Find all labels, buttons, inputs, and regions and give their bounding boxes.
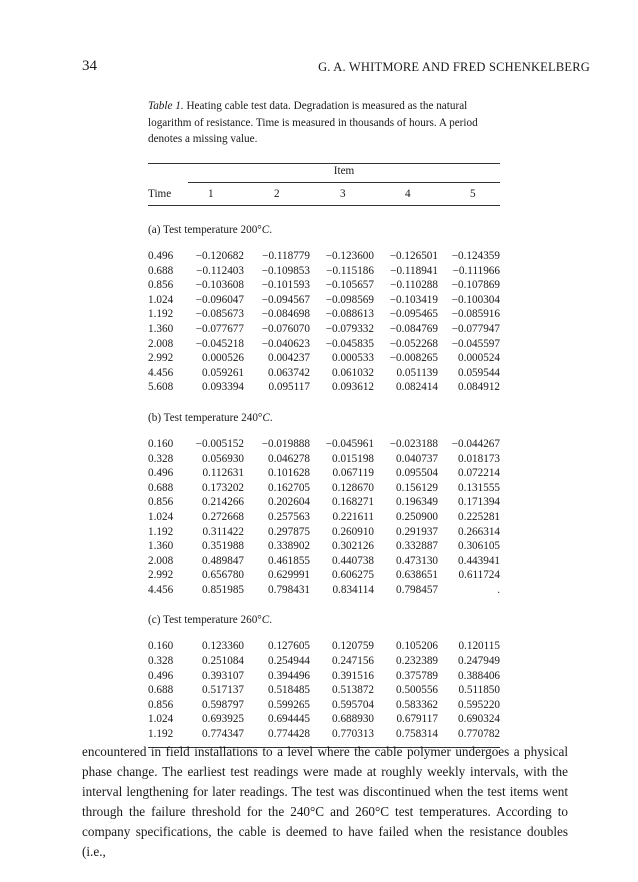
item-2-cell: 0.518485 xyxy=(268,684,310,697)
item-1-cell: 0.251084 xyxy=(202,655,244,668)
table-row xyxy=(148,338,500,353)
item-2-cell: 0.394496 xyxy=(268,669,310,682)
time-cell: 2.008 xyxy=(148,337,174,350)
item-5-cell: −0.045597 xyxy=(451,337,500,350)
item-spanner: Item xyxy=(333,165,355,177)
item-1-cell: 0.489847 xyxy=(202,554,244,567)
item-5-cell: 0.306105 xyxy=(458,540,500,553)
section-title-unit: C xyxy=(262,411,270,424)
item-4-cell: 0.500556 xyxy=(396,684,438,697)
item-4-cell: 0.095504 xyxy=(396,467,438,480)
item-2-cell: −0.094567 xyxy=(261,293,310,306)
item-3-cell: 0.067119 xyxy=(332,467,374,480)
table-row xyxy=(148,453,500,468)
item-5-cell: 0.000524 xyxy=(458,352,500,365)
item-3-cell: 0.128670 xyxy=(332,481,374,494)
table-row xyxy=(148,323,500,338)
section-title xyxy=(148,404,500,432)
time-cell: 0.688 xyxy=(148,684,174,697)
item-2-cell: 0.046278 xyxy=(268,452,310,465)
item-1-cell: −0.096047 xyxy=(195,293,244,306)
item-4-cell: 0.232389 xyxy=(396,655,438,668)
item-3-cell: 0.260910 xyxy=(332,525,374,538)
item-2-cell: 0.162705 xyxy=(268,481,310,494)
item-5-cell: 0.247949 xyxy=(458,655,500,668)
table-row xyxy=(148,265,500,280)
item-2-cell: 0.338902 xyxy=(268,540,310,553)
item-3-cell: 0.120759 xyxy=(332,640,374,653)
item-4-cell: 0.638651 xyxy=(396,569,438,582)
table-row xyxy=(148,381,500,396)
table-row xyxy=(148,250,500,265)
caption-label: Table 1. xyxy=(148,100,184,112)
item-1-cell: −0.005152 xyxy=(195,437,244,450)
item-3-cell: 0.015198 xyxy=(332,452,374,465)
table-caption xyxy=(148,98,504,148)
time-cell: 1.192 xyxy=(148,728,174,741)
item-3-cell: −0.045961 xyxy=(325,437,374,450)
running-head: G. A. WHITMORE AND FRED SCHENKELBERG xyxy=(318,60,590,74)
table-row xyxy=(148,438,500,453)
item-1-cell: 0.598797 xyxy=(202,698,244,711)
item-5-cell: 0.511850 xyxy=(458,684,500,697)
item-1-cell: 0.774347 xyxy=(202,728,244,741)
time-cell: 0.160 xyxy=(148,437,174,450)
item-5-cell: −0.124359 xyxy=(451,250,500,262)
item-5-cell: 0.266314 xyxy=(458,525,500,538)
time-cell: 0.328 xyxy=(148,452,174,465)
item-1-cell: 0.123360 xyxy=(202,640,244,653)
item-2-cell: 0.297875 xyxy=(268,525,310,538)
item-4-cell: −0.095465 xyxy=(389,308,438,321)
table-body xyxy=(148,216,500,743)
item-4-cell: 0.051139 xyxy=(396,366,438,379)
time-cell: 0.160 xyxy=(148,640,174,653)
item-5-cell: 0.388406 xyxy=(458,669,500,682)
table-row xyxy=(148,569,500,584)
column-header-time: Time xyxy=(148,188,172,200)
item-4-cell: 0.798457 xyxy=(396,583,438,596)
item-4-cell: −0.110288 xyxy=(390,279,438,292)
item-3-cell: 0.834114 xyxy=(332,583,374,596)
item-2-cell: −0.040623 xyxy=(261,337,310,350)
item-3-cell: 0.000533 xyxy=(332,352,374,365)
time-cell: 1.024 xyxy=(148,293,174,306)
item-1-cell: 0.272668 xyxy=(202,510,244,523)
item-5-cell: 0.120115 xyxy=(458,640,500,653)
table-row xyxy=(148,555,500,570)
item-2-cell: 0.202604 xyxy=(268,496,310,509)
item-3-cell: 0.302126 xyxy=(332,540,374,553)
item-2-cell: 0.694445 xyxy=(268,713,310,726)
item-2-cell: −0.109853 xyxy=(261,264,310,277)
section-title xyxy=(148,606,500,634)
item-5-cell: 0.018173 xyxy=(458,452,500,465)
item-3-cell: 0.221611 xyxy=(332,510,374,523)
time-cell: 1.024 xyxy=(148,713,174,726)
item-4-cell: −0.118941 xyxy=(390,264,438,277)
item-4-cell: −0.023188 xyxy=(389,437,438,450)
item-5-cell: −0.085916 xyxy=(451,308,500,321)
item-1-cell: −0.045218 xyxy=(195,337,244,350)
section-title-unit: C xyxy=(261,614,270,627)
table-row xyxy=(148,540,500,555)
item-2-cell: 0.127605 xyxy=(268,640,310,653)
item-4-cell: 0.758314 xyxy=(396,728,438,741)
section-title xyxy=(148,216,500,244)
item-4-cell: 0.679117 xyxy=(396,713,438,726)
time-cell: 2.992 xyxy=(148,569,174,582)
item-5-cell: 0.072214 xyxy=(458,467,500,480)
item-5-cell: 0.595220 xyxy=(458,698,500,711)
item-4-cell: −0.084769 xyxy=(389,322,438,335)
item-4-cell: 0.105206 xyxy=(396,640,438,653)
item-3-cell: 0.061032 xyxy=(332,366,374,379)
time-cell: 5.608 xyxy=(148,381,174,394)
table-row xyxy=(148,467,500,482)
item-1-cell: 0.656780 xyxy=(202,569,244,582)
time-cell: 1.024 xyxy=(148,510,174,523)
time-cell: 0.328 xyxy=(148,655,174,668)
time-cell: 1.192 xyxy=(148,308,174,321)
item-1-cell: 0.112631 xyxy=(202,467,244,480)
table-row xyxy=(148,308,500,323)
item-3-cell: 0.595704 xyxy=(332,698,374,711)
item-2-cell: −0.084698 xyxy=(261,308,310,321)
time-cell: 2.008 xyxy=(148,554,174,567)
time-cell: 4.456 xyxy=(148,583,174,596)
time-cell: 0.856 xyxy=(148,496,174,509)
item-4-cell: 0.583362 xyxy=(396,698,438,711)
item-4-cell: 0.250900 xyxy=(396,510,438,523)
item-5-cell: 0.084912 xyxy=(458,381,500,394)
item-3-cell: 0.513872 xyxy=(332,684,374,697)
item-4-cell: 0.375789 xyxy=(396,669,438,682)
item-2-cell: 0.257563 xyxy=(268,510,310,523)
table-row xyxy=(148,526,500,541)
item-5-cell: −0.107869 xyxy=(451,279,500,292)
column-header-row xyxy=(148,183,500,205)
time-cell: 0.688 xyxy=(148,264,174,277)
item-5-cell: . xyxy=(497,583,500,596)
item-4-cell: 0.332887 xyxy=(396,540,438,553)
body-paragraph: encountered in field installations to a level where the cable polymer undergoes a physical phase change. The earliest test readings were made at roughly weekly intervals, with the interval lengthening for later readings. The test was discontinued when the test items went through the failure threshold for the 240°C and 260°C test temperatures. According to company specifications, the cable is deemed to have failed when the resistance doubles (i.e., xyxy=(82,744,568,859)
table-row xyxy=(148,699,500,714)
item-2-cell: 0.004237 xyxy=(268,352,310,365)
item-5-cell: 0.225281 xyxy=(458,510,500,523)
table-row xyxy=(148,294,500,309)
time-cell: 4.456 xyxy=(148,366,174,379)
table-row xyxy=(148,584,500,599)
item-5-cell: 0.443941 xyxy=(458,554,500,567)
table-row xyxy=(148,670,500,685)
caption-text: Heating cable test data. Degradation is measured as the natural logarithm of resistance. Time is measured in thousands of hours. A period denotes a missing value. xyxy=(148,100,478,145)
item-5-cell: 0.690324 xyxy=(458,713,500,726)
item-3-cell: −0.045835 xyxy=(325,337,374,350)
item-5-cell: −0.111966 xyxy=(452,264,500,277)
item-4-cell: 0.082414 xyxy=(396,381,438,394)
section-title-suffix: . xyxy=(269,411,273,424)
time-cell: 0.496 xyxy=(148,250,174,262)
item-4-cell: −0.126501 xyxy=(389,250,438,262)
table-row xyxy=(148,728,500,743)
table-row xyxy=(148,511,500,526)
item-4-cell: −0.103419 xyxy=(389,293,438,306)
item-1-cell: 0.173202 xyxy=(202,481,244,494)
item-1-cell: 0.851985 xyxy=(202,583,244,596)
time-cell: 0.856 xyxy=(148,698,174,711)
item-2-cell: 0.461855 xyxy=(268,554,310,567)
section-title-unit: C xyxy=(261,224,270,236)
item-1-cell: 0.351988 xyxy=(202,540,244,553)
item-1-cell: −0.120682 xyxy=(195,250,244,262)
item-3-cell: −0.123600 xyxy=(325,250,374,262)
item-3-cell: −0.098569 xyxy=(325,293,374,306)
item-5-cell: −0.044267 xyxy=(451,437,500,450)
time-cell: 1.360 xyxy=(148,322,174,335)
item-5-cell: 0.611724 xyxy=(458,569,500,582)
item-1-cell: 0.093394 xyxy=(202,381,244,394)
table-row xyxy=(148,684,500,699)
item-4-cell: 0.156129 xyxy=(396,481,438,494)
item-3-cell: −0.088613 xyxy=(325,308,374,321)
table-row xyxy=(148,352,500,367)
item-3-cell: 0.606275 xyxy=(332,569,374,582)
item-1-cell: 0.056930 xyxy=(202,452,244,465)
item-2-cell: 0.063742 xyxy=(268,366,310,379)
time-cell: 0.496 xyxy=(148,669,174,682)
item-4-cell: −0.052268 xyxy=(389,337,438,350)
item-3-cell: −0.115186 xyxy=(326,264,374,277)
table-row xyxy=(148,367,500,382)
table-row xyxy=(148,655,500,670)
section-title-prefix: (c) Test temperature 260° xyxy=(148,614,262,627)
page-number: 34 xyxy=(82,58,97,74)
column-header-item-4: 4 xyxy=(405,188,411,200)
item-3-cell: 0.770313 xyxy=(332,728,374,741)
item-5-cell: −0.100304 xyxy=(451,293,500,306)
section-title-prefix: (a) Test temperature 200° xyxy=(148,224,262,236)
item-4-cell: 0.291937 xyxy=(396,525,438,538)
item-3-cell: −0.105657 xyxy=(325,279,374,292)
time-cell: 0.688 xyxy=(148,481,174,494)
item-3-cell: 0.440738 xyxy=(332,554,374,567)
item-5-cell: −0.077947 xyxy=(451,322,500,335)
time-cell: 1.360 xyxy=(148,540,174,553)
item-1-cell: −0.085673 xyxy=(195,308,244,321)
item-3-cell: −0.079332 xyxy=(325,322,374,335)
item-1-cell: −0.077677 xyxy=(195,322,244,335)
item-2-cell: 0.599265 xyxy=(268,698,310,711)
table-row xyxy=(148,279,500,294)
item-3-cell: 0.688930 xyxy=(332,713,374,726)
data-table xyxy=(148,163,500,748)
item-5-cell: 0.131555 xyxy=(458,481,500,494)
item-2-cell: 0.095117 xyxy=(268,381,310,394)
table-row xyxy=(148,482,500,497)
table-row xyxy=(148,713,500,728)
item-2-cell: −0.118779 xyxy=(262,250,310,262)
item-1-cell: 0.393107 xyxy=(202,669,244,682)
item-1-cell: −0.112403 xyxy=(196,264,244,277)
table-row xyxy=(148,640,500,655)
item-3-cell: 0.093612 xyxy=(332,381,374,394)
column-header-item-3: 3 xyxy=(340,188,346,200)
time-cell: 2.992 xyxy=(148,352,174,365)
item-5-cell: 0.171394 xyxy=(458,496,500,509)
item-1-cell: 0.311422 xyxy=(202,525,244,538)
column-header-item-2: 2 xyxy=(274,188,280,200)
item-1-cell: 0.693925 xyxy=(202,713,244,726)
column-header-item-1: 1 xyxy=(208,188,214,200)
time-cell: 1.192 xyxy=(148,525,174,538)
section-title-suffix: . xyxy=(269,614,273,627)
item-2-cell: −0.076070 xyxy=(261,322,310,335)
section-title-prefix: (b) Test temperature 240° xyxy=(148,411,263,424)
item-1-cell: 0.000526 xyxy=(202,352,244,365)
item-1-cell: 0.059261 xyxy=(202,366,244,379)
section-title-suffix: . xyxy=(269,224,273,236)
item-2-cell: 0.798431 xyxy=(268,583,310,596)
item-2-cell: 0.254944 xyxy=(268,655,310,668)
item-2-cell: 0.774428 xyxy=(268,728,310,741)
item-3-cell: 0.247156 xyxy=(332,655,374,668)
item-1-cell: 0.517137 xyxy=(202,684,244,697)
time-cell: 0.496 xyxy=(148,467,174,480)
table-row xyxy=(148,496,500,511)
item-4-cell: −0.008265 xyxy=(389,352,438,365)
item-3-cell: 0.391516 xyxy=(332,669,374,682)
header-bottom-rule xyxy=(148,205,500,206)
item-2-cell: 0.629991 xyxy=(268,569,310,582)
item-2-cell: −0.019888 xyxy=(261,437,310,450)
item-3-cell: 0.168271 xyxy=(332,496,374,509)
item-5-cell: 0.059544 xyxy=(458,366,500,379)
item-2-cell: 0.101628 xyxy=(268,467,310,480)
time-cell: 0.856 xyxy=(148,279,174,292)
item-4-cell: 0.196349 xyxy=(396,496,438,509)
item-2-cell: −0.101593 xyxy=(261,279,310,292)
column-header-item-5: 5 xyxy=(470,188,476,200)
item-5-cell: 0.770782 xyxy=(458,728,500,741)
item-1-cell: −0.103608 xyxy=(195,279,244,292)
item-4-cell: 0.040737 xyxy=(396,452,438,465)
item-4-cell: 0.473130 xyxy=(396,554,438,567)
item-1-cell: 0.214266 xyxy=(202,496,244,509)
